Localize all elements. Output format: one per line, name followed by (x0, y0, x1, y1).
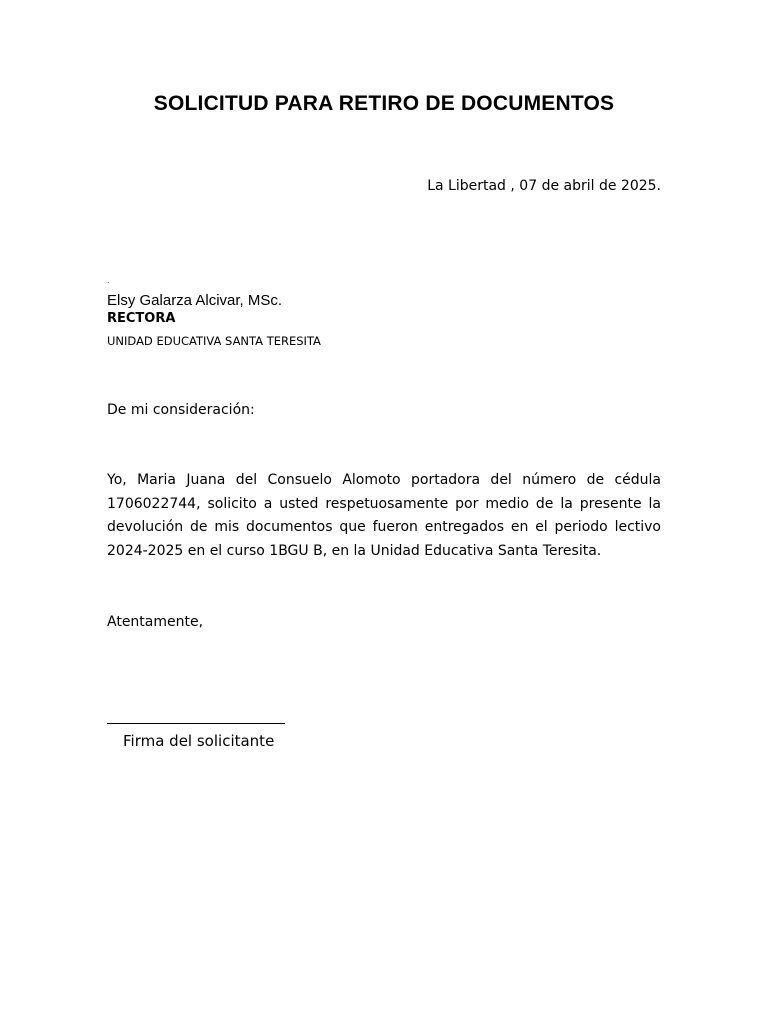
signature-line (107, 723, 285, 724)
recipient-dot: . (107, 276, 110, 285)
recipient-name: Elsy Galarza Alcivar, MSc. (107, 292, 283, 309)
closing: Atentamente, (107, 614, 204, 630)
body-paragraph: Yo, Maria Juana del Consuelo Alomoto portadora del número de cédula 1706022744, solicito a usted respetuosamente por medio de la presente la devolución de mis documentos que fueron entregados en el periodo lectivo 2024-2025 en el curso 1BGU B, en la Unidad Educativa Santa Teresita. (107, 472, 661, 560)
signature-label: Firma del solicitante (123, 732, 275, 750)
recipient-role: RECTORA (107, 311, 176, 326)
recipient-institution: UNIDAD EDUCATIVA SANTA TERESITA (107, 334, 321, 348)
document-title: SOLICITUD PARA RETIRO DE DOCUMENTOS (153, 92, 615, 115)
greeting: De mi consideración: (107, 402, 255, 418)
date-line: La Libertad , 07 de abril de 2025. (427, 178, 661, 194)
